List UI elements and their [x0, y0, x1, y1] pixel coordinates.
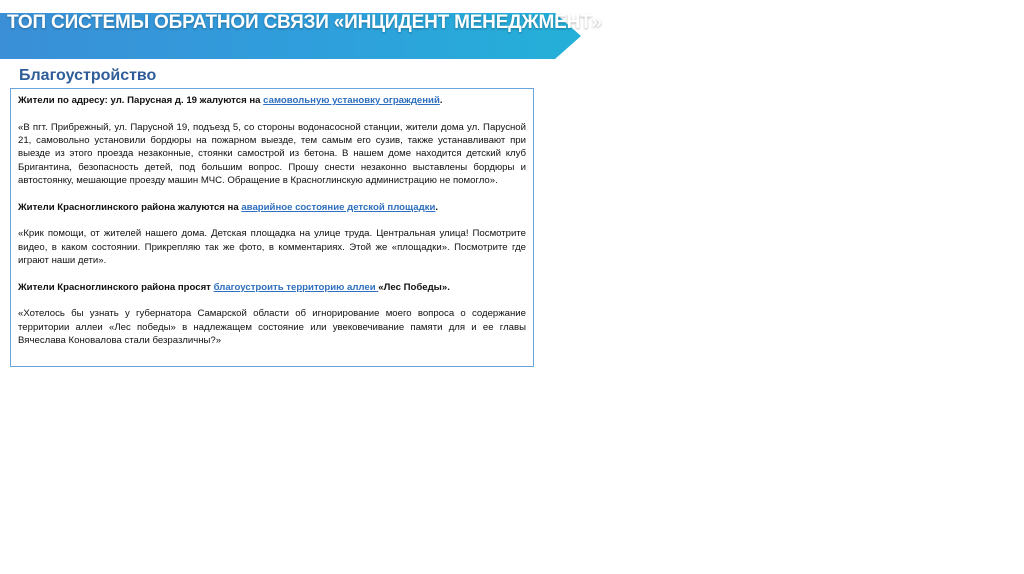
complaint-2-link[interactable]: аварийное состояние детской площадки	[241, 201, 436, 213]
complaint-1-lead	[18, 94, 526, 107]
complaint-3-lead	[18, 281, 526, 294]
complaint-2-quote: «Крик помощи, от жителей нашего дома. Детская площадка на улице труда. Центральная улица! Посмотрите видео, в каком состоянии. Прикрепляю так же фото, в комментариях. Этой же «площадки». Посмотрите где играют наши дети».	[18, 228, 526, 267]
complaint-3-lead-text: Жители Красноглинского района просят	[18, 281, 214, 293]
section-title: Благоустройство	[19, 67, 157, 84]
complaint-1-quote: «В пгт. Прибрежный, ул. Парусной 19, подъезд 5, со стороны водонасосной станции, жители дома ул. Парусной 21, самовольно установили бордюры на пожарном выезде, тем самым его сузив, также устанавливают при выезде из этого проезда незаконные, стоянки самострой из бетона. В нашем доме находится детский клуб Бригантина, безопасность детей, под большим вопрос. Прошу снести незаконно выставлены бордюры и автостоянку, мешающие проезду машин МЧС. Обращение в Красноглинскую администрацию не помогло».	[18, 121, 526, 187]
complaint-3-quote: «Хотелось бы узнать у губернатора Самарской области об игнорирование моего вопроса о содержание территории аллеи «Лес победы» в надлежащем состояние или увековечивание памяти для и ее главы Вячеслава Коновалова стали безразличны?»	[18, 308, 526, 347]
complaint-3-lead-suffix: «Лес Победы».	[378, 281, 450, 293]
complaint-1-lead-text: Жители по адресу: ул. Парусная д. 19 жалуются на	[18, 95, 264, 106]
complaint-1-lead-suffix: .	[439, 95, 443, 106]
complaint-2-lead-suffix: .	[435, 201, 439, 213]
complaint-3-link[interactable]: благоустроить территорию аллеи	[213, 281, 379, 293]
complaint-2-lead	[18, 201, 526, 214]
page-title: ТОП СИСТЕМЫ ОБРАТНОЙ СВЯЗИ «ИНЦИДЕНТ МЕНЕДЖМЕНТ»	[7, 12, 602, 33]
complaints-box	[10, 88, 534, 367]
complaint-2-lead-text: Жители Красноглинского района жалуются на	[18, 201, 242, 213]
complaint-1-link[interactable]: самовольную установку ограждений	[263, 95, 440, 106]
